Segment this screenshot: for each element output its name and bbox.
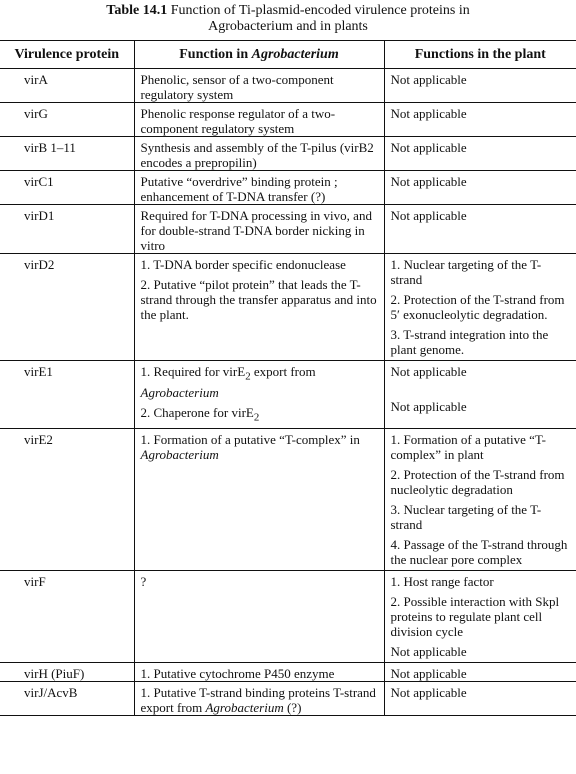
table-row-virC1 [0,171,576,205]
header-virulence-protein: Virulence protein [0,41,134,69]
cell-agro-function: ? [134,571,384,663]
cell-protein-name: virJ/AcvB [0,682,134,716]
subscript: 2 [245,370,251,383]
table-row-virD2 [0,254,576,361]
cell-plant-function [384,361,576,429]
table-row-virE2 [0,429,576,571]
cell-agro-function [134,254,384,361]
cell-agro-function: Putative “overdrive” binding protein ; enhancement of T-DNA transfer (?) [134,171,384,205]
cell-protein-name: virF [0,571,134,663]
agro-item [141,364,378,400]
cell-plant-function: Not applicable [384,663,576,682]
plant-item: Not applicable [390,644,467,660]
cell-plant-function [384,571,576,663]
agro-item [141,432,378,462]
cell-protein-name: virH (PiuF) [0,663,134,682]
cell-protein-name: virD2 [0,254,134,361]
plant-item: 2. Protection of the T-strand from nucleolytic degradation [390,467,565,498]
agro-item-text: (?) [283,700,302,716]
agro-item-em: Agrobacterium [205,700,284,716]
cell-plant-function: Not applicable [384,103,576,137]
plant-item: Not applicable [390,399,467,414]
cell-plant-function: Not applicable [384,171,576,205]
agro-item: 2. Putative “pilot protein” that leads the T-strand through the transfer apparatus and into the plant. [140,277,377,322]
cell-protein-name: virB 1–11 [0,137,134,171]
table-row-virG [0,103,576,137]
agro-item-text: 2. Chaperone for virE [140,404,254,420]
plant-item: Not applicable [390,364,467,379]
header-functions-plant: Functions in the plant [384,41,576,69]
table-row-virE1 [0,361,576,429]
cell-protein-name: virA [24,72,48,87]
cell-protein-name: virE1 [0,361,134,429]
agro-item-em: Agrobacterium [140,384,219,400]
agro-item-text: 1. Putative T-strand binding proteins T-strand export from [140,685,376,716]
cell-agro-function [134,361,384,429]
cell-agro-function: 1. Putative cytochrome P450 enzyme [134,663,384,682]
table-row-virD1 [0,205,576,254]
table-row-virH [0,663,576,682]
plant-item: 1. Nuclear targeting of the T-strand [390,257,542,287]
header-col2-prefix: Function in [179,47,252,62]
agro-item-em: Agrobacterium [140,447,219,463]
cell-plant-function [384,429,576,571]
cell-agro-function [134,429,384,571]
cell-agro-function: Phenolic, sensor of a two-component regulatory system [134,69,384,103]
header-col2-em: Agrobacterium [251,47,339,62]
caption-text-1: Function of Ti-plasmid-encoded virulence proteins in [170,3,470,18]
virulence-protein-table [0,40,576,716]
table-row-virF [0,571,576,663]
agro-item [141,405,378,426]
plant-item: 3. T-strand integration into the plant genome. [390,327,549,357]
table-row-virJ [0,682,576,716]
plant-item: 3. Nuclear targeting of the T-strand [390,502,542,533]
agro-item-text: export from [250,364,316,379]
cell-protein-name: virE2 [0,429,134,571]
header-function-agrobacterium [134,41,384,69]
cell-plant-function: Not applicable [384,137,576,171]
cell-protein-name: virG [0,103,134,137]
cell-plant-function: Not applicable [384,682,576,716]
table-row-virB [0,137,576,171]
plant-item: 1. Host range factor [390,574,494,590]
cell-agro-function: Required for T-DNA processing in vivo, and for double-strand T-DNA border nicking in vitro [134,205,384,254]
agro-item-text: 1. Required for virE [140,364,246,379]
plant-item: 2. Protection of the T-strand from 5′ exonucleolytic degradation. [390,292,565,322]
subscript: 2 [253,411,260,424]
cell-agro-function: Phenolic response regulator of a two-component regulatory system [134,103,384,137]
plant-item: 2. Possible interaction with Skpl proteins to regulate plant cell division cycle [390,594,560,640]
cell-agro-function: Synthesis and assembly of the T-pilus (virB2 encodes a prepropilin) [134,137,384,171]
agro-item-text: 1. Formation of a putative “T-complex” in [140,432,360,448]
caption-line-1 [0,3,576,19]
cell-plant-function [384,254,576,361]
cell-protein-name: virD1 [0,205,134,254]
plant-item: 1. Formation of a putative “T-complex” in plant [390,432,546,463]
agro-item: 1. T-DNA border specific endonuclease [140,257,346,272]
table-caption [0,3,576,35]
cell-protein-name: virC1 [0,171,134,205]
cell-plant-function: Not applicable [384,69,576,103]
table-header-row [0,41,576,69]
cell-agro-function [134,682,384,716]
caption-text-2: Agrobacterium and in plants [208,19,368,34]
plant-item: 4. Passage of the T-strand through the nuclear pore complex [390,537,568,568]
table-row-virA [0,69,576,103]
cell-plant-function: Not applicable [384,205,576,254]
table-label: Table 14.1 [106,3,168,18]
